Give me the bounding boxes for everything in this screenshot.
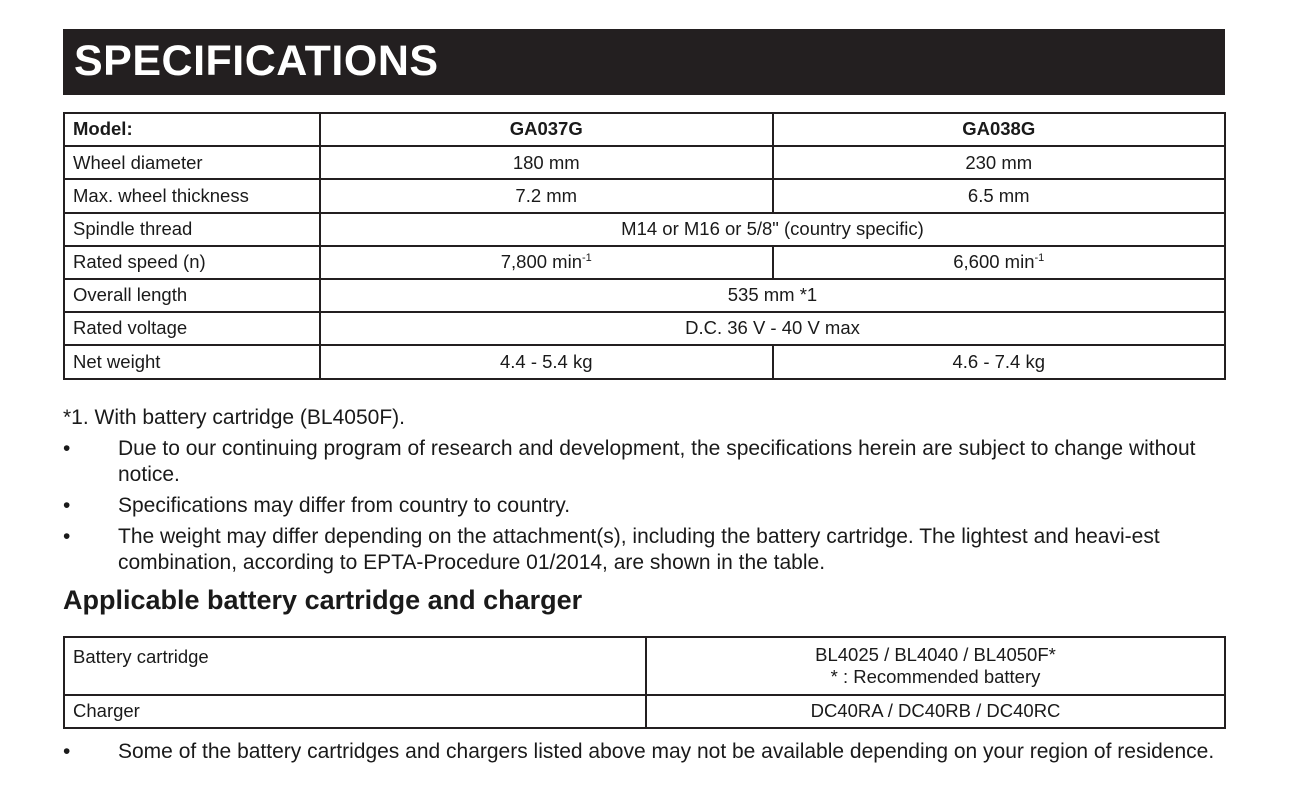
list-item-text: Some of the battery cartridges and chargers listed above may not be available depending on your region of residence.: [118, 740, 1215, 763]
table-row: [64, 279, 1225, 312]
row-label: Net weight: [64, 345, 320, 378]
table-row: [64, 246, 1225, 279]
model-ga037g: GA037G: [320, 113, 773, 146]
cell-value: 6.5 mm: [773, 179, 1226, 212]
row-label: Rated voltage: [64, 312, 320, 345]
cell-value-merged: D.C. 36 V - 40 V max: [320, 312, 1225, 345]
table-row: [64, 179, 1225, 212]
page-title: SPECIFICATIONS: [74, 37, 439, 85]
model-ga038g: GA038G: [773, 113, 1226, 146]
row-label: Wheel diameter: [64, 146, 320, 179]
list-item: [63, 493, 1223, 519]
bullet-icon: •: [63, 525, 71, 548]
speed-unit-exponent: -1: [581, 252, 592, 265]
cell-value: DC40RA / DC40RB / DC40RC: [646, 695, 1225, 728]
cell-value-merged: 535 mm *1: [320, 279, 1225, 312]
row-label: Max. wheel thickness: [64, 179, 320, 212]
table-row: [64, 213, 1225, 246]
recommended-note: * : Recommended battery: [830, 666, 1041, 687]
cell-value: 4.4 - 5.4 kg: [320, 345, 773, 378]
row-label: Charger: [64, 695, 646, 728]
footnote: *1. With battery cartridge (BL4050F).: [63, 406, 405, 429]
battery-charger-table: [63, 636, 1226, 729]
cell-value: 230 mm: [773, 146, 1226, 179]
battery-models: BL4025 / BL4040 / BL4050F*: [815, 643, 1056, 665]
table-row: [64, 312, 1225, 345]
speed-value: 6,600 min: [953, 251, 1035, 273]
cell-value: [646, 637, 1225, 695]
notes-list: [63, 436, 1223, 581]
row-label: Battery cartridge: [64, 637, 646, 695]
model-label: Model:: [64, 113, 320, 146]
row-label: Rated speed (n): [64, 246, 320, 279]
bullet-icon: •: [63, 437, 71, 460]
list-item-text: Due to our continuing program of research and development, the specifications herein are subject to change without notice.: [118, 437, 1196, 486]
section-title: Applicable battery cartridge and charger: [63, 585, 583, 615]
cell-value: 4.6 - 7.4 kg: [773, 345, 1226, 378]
speed-value: 7,800 min: [500, 251, 582, 273]
cell-value: [773, 246, 1226, 279]
cell-value: 7.2 mm: [320, 179, 773, 212]
row-label: Overall length: [64, 279, 320, 312]
row-label: Spindle thread: [64, 213, 320, 246]
table-row: [64, 146, 1225, 179]
list-item-text: Specifications may differ from country to country.: [118, 494, 571, 517]
specifications-table: [63, 112, 1226, 380]
availability-notes-list: [63, 739, 1223, 770]
list-item: [63, 524, 1223, 576]
table-row: [64, 637, 1225, 695]
table-header-row: [64, 113, 1225, 146]
cell-value: 180 mm: [320, 146, 773, 179]
table-row: [64, 695, 1225, 728]
table-row: [64, 345, 1225, 378]
bullet-icon: •: [63, 740, 71, 763]
list-item: [63, 739, 1223, 765]
speed-unit-exponent: -1: [1034, 252, 1045, 265]
list-item: [63, 436, 1223, 488]
cell-value-merged: M14 or M16 or 5/8" (country specific): [320, 213, 1225, 246]
cell-value: [320, 246, 773, 279]
bullet-icon: •: [63, 494, 71, 517]
list-item-text: The weight may differ depending on the attachment(s), including the battery cartridge. The lightest and heavi-est combination, according to EPTA-Procedure 01/2014, are shown in the table.: [118, 525, 1160, 574]
header-bar: [63, 29, 1225, 95]
